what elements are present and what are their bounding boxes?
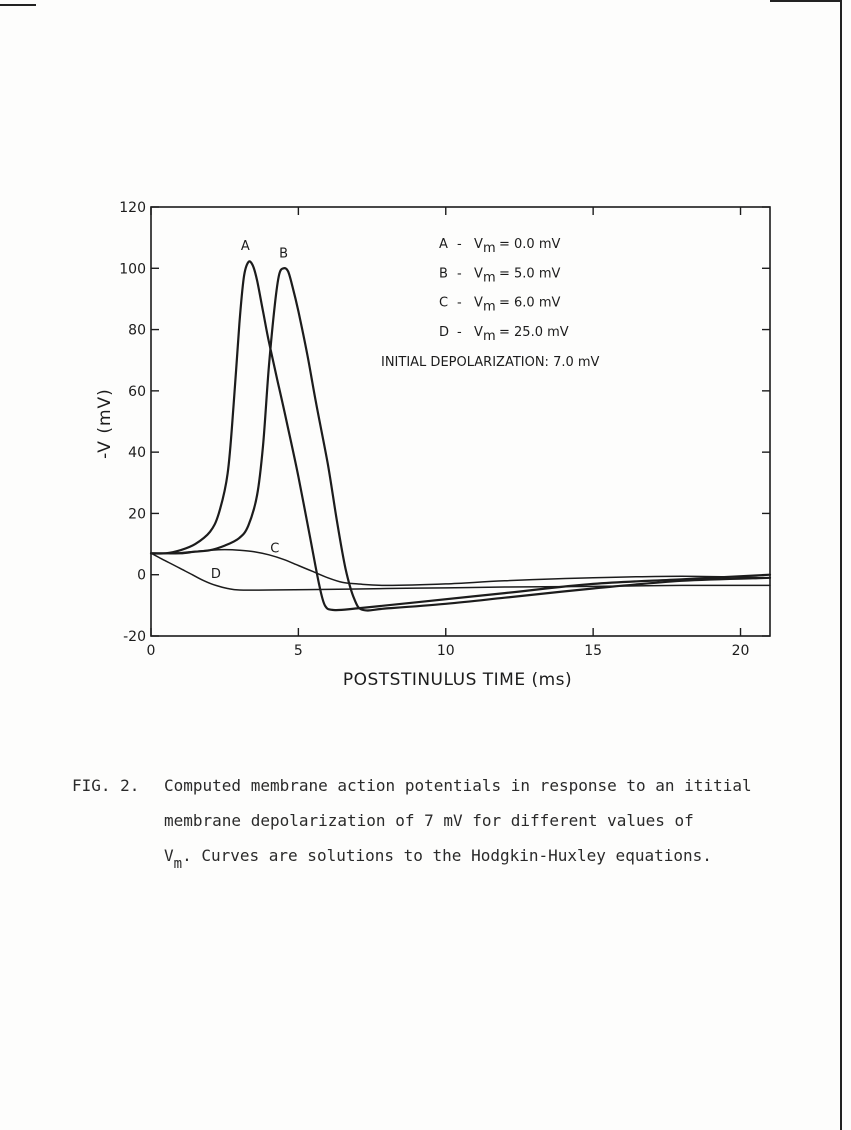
legend-vm-symbol: V: [474, 324, 483, 340]
curve-label-d: D: [210, 566, 221, 582]
initial-depolarization-note: INITIAL DEPOLARIZATION: 7.0 mV: [381, 355, 600, 370]
y-tick-label: 60: [128, 383, 146, 400]
caption-vm-symbol: V: [164, 846, 174, 865]
legend-dash: -: [457, 324, 462, 340]
legend-dash: -: [457, 266, 462, 282]
caption-line-3: [72, 838, 832, 882]
legend-vm-symbol: V: [474, 295, 483, 311]
legend-value: = 6.0 mV: [499, 295, 561, 311]
x-tick-label: 15: [584, 643, 603, 659]
legend-dash: -: [457, 295, 462, 311]
y-axis-title: -V (mV): [95, 388, 115, 459]
legend-value: = 0.0 mV: [499, 237, 561, 252]
legend-entry-c: [439, 296, 560, 315]
legend-vm-subscript: m: [483, 270, 496, 286]
caption-line-3-text: . Curves are solutions to the Hodgkin-Huxley equations.: [182, 846, 712, 865]
legend-dash: -: [457, 237, 462, 252]
page-edge-top-right: [770, 0, 840, 2]
y-tick-label: 80: [128, 322, 146, 339]
series-line-a: [151, 261, 770, 610]
axes: [95, 200, 770, 690]
curve-label-c: C: [270, 541, 280, 557]
caption-line-1: Computed membrane action potentials in response to an ititial: [164, 776, 752, 795]
x-tick-label: 0: [146, 643, 156, 659]
y-tick-label: 40: [128, 445, 146, 462]
legend-vm-subscript: m: [483, 241, 496, 256]
x-tick-label: 10: [436, 643, 455, 659]
legend: [381, 237, 600, 370]
x-tick-label: 5: [293, 643, 303, 659]
caption-line-2: membrane depolarization of 7 mV for different values of: [164, 811, 694, 830]
y-tick-label: 100: [119, 261, 146, 278]
legend-value: = 25.0 mV: [499, 324, 569, 340]
legend-letter: B: [439, 266, 448, 282]
y-tick-label: 20: [128, 506, 146, 523]
legend-vm-symbol: V: [474, 266, 483, 282]
legend-entry-d: [439, 325, 569, 344]
legend-entry-a: [439, 237, 560, 256]
figure-number: FIG. 2.: [72, 776, 140, 795]
y-tick-label: 0: [137, 567, 146, 584]
caption-vm-subscript: m: [173, 856, 183, 872]
legend-vm-subscript: m: [483, 328, 496, 344]
series-line-b: [151, 268, 770, 610]
legend-letter: A: [439, 237, 448, 252]
curve-label-b: B: [279, 246, 289, 262]
legend-vm-symbol: V: [474, 237, 483, 252]
x-tick-label: 20: [731, 643, 750, 659]
legend-letter: C: [439, 295, 449, 311]
x-axis-title: POSTSTINULUS TIME (ms): [342, 670, 573, 690]
curves: [151, 261, 770, 610]
legend-entry-b: [439, 266, 560, 285]
page-edge-right: [840, 0, 842, 1130]
curve-label-a: A: [240, 238, 250, 254]
legend-value: = 5.0 mV: [499, 266, 561, 282]
y-tick-label: -20: [123, 629, 146, 645]
y-tick-label: 120: [119, 200, 146, 216]
figure-caption: [72, 768, 832, 882]
legend-vm-subscript: m: [483, 299, 496, 315]
series-line-d: [151, 553, 770, 590]
legend-letter: D: [439, 324, 450, 340]
page-edge-top-left: [0, 4, 36, 6]
